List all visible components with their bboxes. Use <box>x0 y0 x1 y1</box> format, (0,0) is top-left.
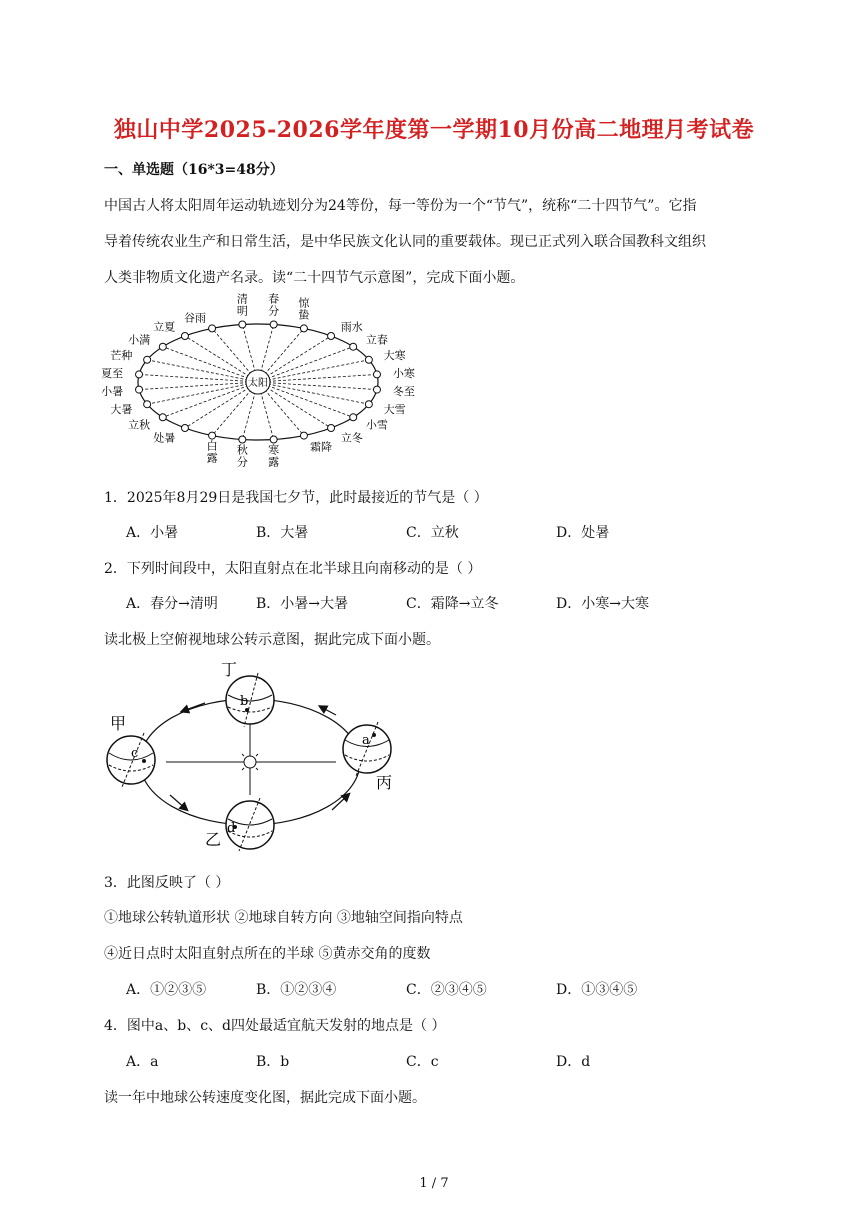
term-node <box>144 356 151 363</box>
q3-option-a: A．①②③⑤ <box>126 982 207 998</box>
term-label: 惊蛰 <box>298 296 310 322</box>
term-label: 小雪 <box>365 418 388 432</box>
term-node <box>373 371 380 378</box>
q1-option-b: B．大暑 <box>256 525 309 541</box>
term-label: 处暑 <box>153 431 176 445</box>
term-label: 白露 <box>206 439 218 465</box>
question-1-stem: 1．2025年8月29日是我国七夕节，此时最接近的节气是（ ） <box>104 490 488 506</box>
q1-option-d: D．处暑 <box>556 525 610 541</box>
term-label: 小满 <box>128 333 151 347</box>
term-node <box>159 414 166 421</box>
question-4-stem: 4．图中a、b、c、d四处最适宜航天发射的地点是（ ） <box>104 1018 446 1034</box>
term-label: 立秋 <box>128 418 151 432</box>
term-label: 霜降 <box>310 440 333 454</box>
term-node <box>159 343 166 350</box>
q2-option-a: A．春分→清明 <box>126 596 218 612</box>
earth-revolution-diagram <box>100 655 420 855</box>
solar-terms-diagram <box>100 292 420 472</box>
point-c: c <box>131 746 139 761</box>
q1-option-a: A．小暑 <box>126 525 179 541</box>
term-node <box>270 321 277 328</box>
term-label: 小暑 <box>101 385 124 399</box>
term-label: 立冬 <box>340 431 363 445</box>
intro-line-3: 人类非物质文化遗产名录。读“二十四节气示意图”，完成下面小题。 <box>104 270 525 286</box>
term-node <box>181 332 188 339</box>
term-node <box>350 343 357 350</box>
q3-option-c: C．②③④⑤ <box>406 982 487 998</box>
sun-label: 太阳 <box>248 378 268 389</box>
q3-statements-2: ④近日点时太阳直射点所在的半球 ⑤黄赤交角的度数 <box>104 946 431 962</box>
label-jia: 甲 <box>110 714 127 733</box>
term-label: 冬至 <box>392 385 415 399</box>
point-d: d <box>227 821 236 836</box>
section-heading: 一、单选题（16*3=48分） <box>104 162 284 178</box>
label-ding: 丁 <box>221 660 238 679</box>
intro3: 读一年中地球公转速度变化图，据此完成下面小题。 <box>104 1090 426 1106</box>
term-node <box>350 414 357 421</box>
term-node <box>136 386 143 393</box>
term-label: 春分 <box>268 292 280 318</box>
point-a: a <box>362 733 370 748</box>
term-node <box>181 425 188 432</box>
term-spoke <box>258 374 377 382</box>
term-node <box>365 401 372 408</box>
term-node <box>328 425 335 432</box>
term-label: 小寒 <box>392 366 415 380</box>
earth-bing <box>343 722 391 776</box>
term-label: 夏至 <box>101 366 124 380</box>
intro-line-2: 导着传统农业生产和日常生活，是中华民族文化认同的重要载体。现已正式列入联合国教科文组织 <box>104 234 706 250</box>
term-node <box>209 432 216 439</box>
term-node <box>300 432 307 439</box>
label-yi: 乙 <box>205 830 222 849</box>
term-node <box>239 321 246 328</box>
q3-statements-1: ①地球公转轨道形状 ②地球自转方向 ③地轴空间指向特点 <box>104 910 463 926</box>
term-label: 立夏 <box>153 320 176 334</box>
term-node <box>300 325 307 332</box>
q4-option-d: D．d <box>556 1054 591 1070</box>
term-node <box>373 386 380 393</box>
q2-option-b: B．小暑→大暑 <box>256 596 349 612</box>
earth-ding <box>226 673 274 727</box>
term-spoke <box>258 382 377 390</box>
q3-option-d: D．①③④⑤ <box>556 982 638 998</box>
intro2: 读北极上空俯视地球公转示意图，据此完成下面小题。 <box>104 632 440 648</box>
term-label: 芒种 <box>110 349 133 363</box>
intro-line-1: 中国古人将太阳周年运动轨迹划分为24等份，每一等份为一个“节气”，统称“二十四节气”。它指 <box>104 198 697 214</box>
term-label: 谷雨 <box>183 311 206 325</box>
term-label: 大寒 <box>383 349 406 363</box>
term-node <box>136 371 143 378</box>
term-node <box>144 401 151 408</box>
term-label: 清明 <box>236 292 248 318</box>
term-label: 寒露 <box>268 443 280 469</box>
term-label: 立春 <box>365 333 388 347</box>
question-3-stem: 3．此图反映了（ ） <box>104 875 230 891</box>
term-spoke <box>139 382 258 390</box>
term-label: 秋分 <box>236 443 248 469</box>
term-node <box>239 436 246 443</box>
term-spoke <box>139 374 258 382</box>
q1-option-c: C．立秋 <box>406 525 459 541</box>
term-label: 雨水 <box>340 320 363 334</box>
term-node <box>365 356 372 363</box>
term-label: 大雪 <box>383 402 406 416</box>
exam-title: 独山中学2025-2026学年度第一学期10月份高二地理月考试卷 <box>113 117 755 143</box>
page-number: 1 / 7 <box>419 1176 449 1191</box>
q2-option-d: D．小寒→大寒 <box>556 596 649 612</box>
term-node <box>209 325 216 332</box>
label-bing: 丙 <box>376 773 393 792</box>
q4-option-a: A．a <box>126 1054 159 1070</box>
q4-option-c: C．c <box>406 1054 439 1070</box>
q3-option-b: B．①②③④ <box>256 982 337 998</box>
term-label: 大暑 <box>110 402 133 416</box>
term-node <box>328 332 335 339</box>
term-node <box>270 436 277 443</box>
q4-option-b: B．b <box>256 1054 290 1070</box>
question-2-stem: 2．下列时间段中，太阳直射点在北半球且向南移动的是（ ） <box>104 561 482 577</box>
point-b: b <box>240 694 249 709</box>
q2-option-c: C．霜降→立冬 <box>406 596 499 612</box>
